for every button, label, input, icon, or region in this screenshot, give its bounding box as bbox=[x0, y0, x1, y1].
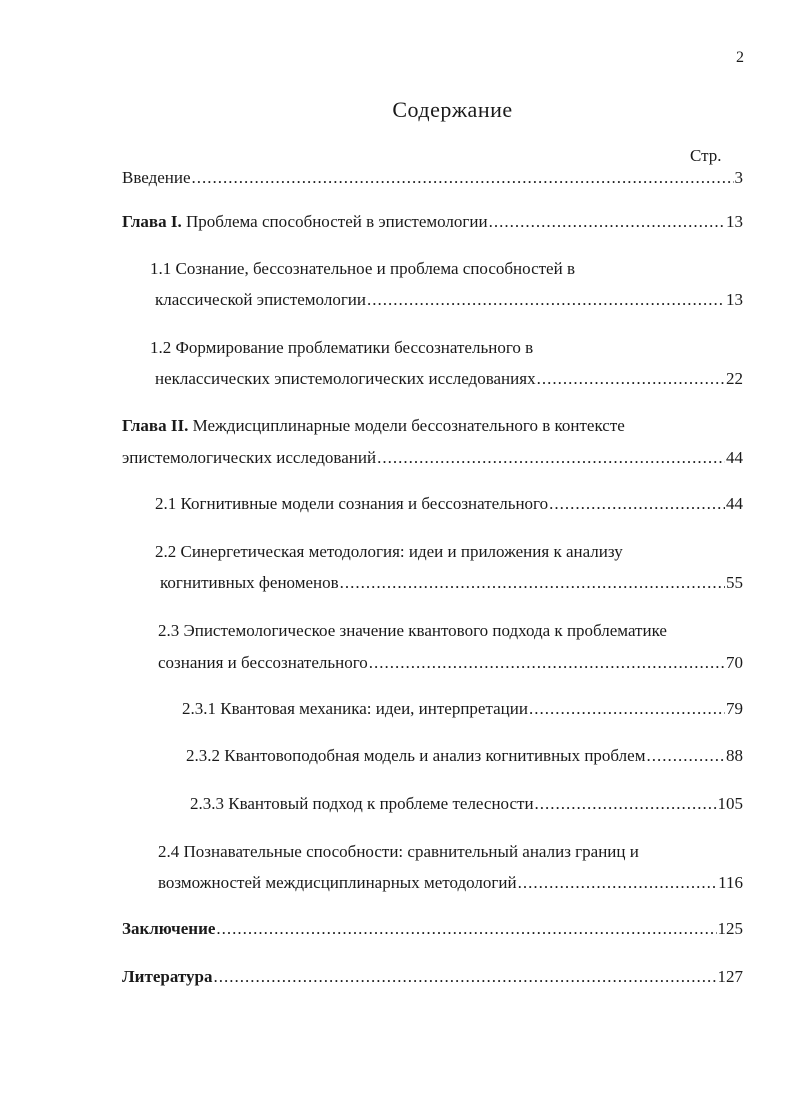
toc-entry-2-2-line2[interactable] bbox=[160, 572, 743, 594]
dot-leader bbox=[213, 966, 716, 988]
toc-entry-text: Заключение bbox=[122, 919, 216, 938]
toc-entry-2-3-1[interactable] bbox=[182, 698, 743, 720]
toc-page-number: 127 bbox=[717, 967, 743, 986]
toc-entry-text: 1.1 Сознание, бессознательное и проблема способностей в bbox=[150, 259, 575, 278]
toc-page-number: 3 bbox=[734, 168, 743, 187]
toc-entry-text: 2.3.2 Квантовоподобная модель и анализ когнитивных проблем bbox=[186, 746, 646, 765]
chapter-title: Проблема способностей в эпистемологии bbox=[181, 212, 488, 231]
toc-page-number: 55 bbox=[726, 573, 743, 592]
dot-leader bbox=[489, 211, 725, 233]
toc-entry-text: 2.2 Синергетическая методология: идеи и приложения к анализу bbox=[155, 542, 623, 561]
toc-page-number: 44 bbox=[726, 448, 743, 467]
toc-entry-2-1[interactable] bbox=[155, 493, 743, 515]
toc-page-number: 79 bbox=[726, 699, 743, 718]
toc-entry-text: 2.4 Познавательные способности: сравнительный анализ границ и bbox=[158, 842, 639, 861]
toc-entry-text: возможностей междисциплинарных методологий bbox=[158, 873, 517, 892]
toc-entry-text: эпистемологических исследований bbox=[122, 448, 377, 467]
dot-leader bbox=[377, 447, 725, 469]
toc-entry-1-1-line2[interactable] bbox=[155, 289, 743, 311]
chapter-label: Глава I. bbox=[122, 212, 182, 231]
toc-entry-1-2-line2[interactable] bbox=[155, 368, 743, 390]
dot-leader bbox=[367, 289, 725, 311]
dot-leader bbox=[535, 793, 717, 815]
toc-entry-text: 2.3 Эпистемологическое значение квантового подхода к проблематике bbox=[158, 621, 667, 640]
dot-leader bbox=[646, 745, 725, 767]
toc-entry-2-3-line1[interactable] bbox=[158, 620, 667, 642]
toc-page-number: 13 bbox=[726, 212, 743, 231]
toc-entry-1-2-line1[interactable] bbox=[150, 337, 533, 359]
dot-leader bbox=[340, 572, 725, 594]
dot-leader bbox=[369, 652, 725, 674]
toc-entry-1-1-line1[interactable] bbox=[150, 258, 575, 280]
page-number: 2 bbox=[736, 49, 744, 66]
toc-entry-2-3-line2[interactable] bbox=[158, 652, 743, 674]
toc-page-number: 22 bbox=[726, 369, 743, 388]
toc-entry-chapter-2-line1[interactable] bbox=[122, 415, 625, 437]
toc-entry-text bbox=[122, 211, 488, 233]
dot-leader bbox=[537, 368, 725, 390]
toc-entry-2-2-line1[interactable] bbox=[155, 541, 623, 563]
toc-page-number: 125 bbox=[717, 919, 743, 938]
toc-entry-text bbox=[122, 415, 625, 437]
dot-leader bbox=[549, 493, 725, 515]
toc-entry-text: сознания и бессознательного bbox=[158, 653, 368, 672]
toc-entry-text: Литература bbox=[122, 967, 213, 986]
dot-leader bbox=[216, 918, 716, 940]
toc-entry-intro[interactable] bbox=[122, 167, 743, 189]
toc-entry-text: Введение bbox=[122, 168, 191, 187]
dot-leader bbox=[192, 167, 734, 189]
toc-entry-2-3-2[interactable] bbox=[186, 745, 743, 767]
toc-page-number: 44 bbox=[726, 494, 743, 513]
toc-entry-chapter-1[interactable] bbox=[122, 211, 743, 233]
toc-page-number: 105 bbox=[717, 794, 743, 813]
toc-entry-2-3-3[interactable] bbox=[190, 793, 743, 815]
dot-leader bbox=[529, 698, 725, 720]
toc-entry-2-4-line2[interactable] bbox=[158, 872, 743, 894]
page-column-label: Стр. bbox=[690, 146, 722, 165]
toc-page-number: 13 bbox=[726, 290, 743, 309]
toc-page-number: 116 bbox=[718, 873, 743, 892]
toc-entry-text: 1.2 Формирование проблематики бессознательного в bbox=[150, 338, 534, 357]
toc-entry-conclusion[interactable] bbox=[122, 918, 743, 940]
dot-leader bbox=[518, 872, 718, 894]
toc-entry-literature[interactable] bbox=[122, 966, 743, 988]
toc-entry-text: 2.3.1 Квантовая механика: идеи, интерпретации bbox=[182, 699, 528, 718]
toc-entry-text: когнитивных феноменов bbox=[160, 573, 339, 592]
chapter-label: Глава II. bbox=[122, 416, 189, 435]
chapter-title: Междисциплинарные модели бессознательного в контексте bbox=[188, 416, 625, 435]
toc-entry-text: классической эпистемологии bbox=[155, 290, 366, 309]
toc-entry-text: неклассических эпистемологических исследованиях bbox=[155, 369, 536, 388]
toc-entry-text: 2.1 Когнитивные модели сознания и бессознательного bbox=[155, 494, 549, 513]
toc-entry-text: 2.3.3 Квантовый подход к проблеме телесности bbox=[190, 794, 534, 813]
page-title: Содержание bbox=[392, 97, 513, 122]
toc-page-number: 88 bbox=[726, 746, 743, 765]
toc-page-number: 70 bbox=[726, 653, 743, 672]
toc-entry-2-4-line1[interactable] bbox=[158, 841, 639, 863]
toc-entry-chapter-2-line2[interactable] bbox=[122, 447, 743, 469]
